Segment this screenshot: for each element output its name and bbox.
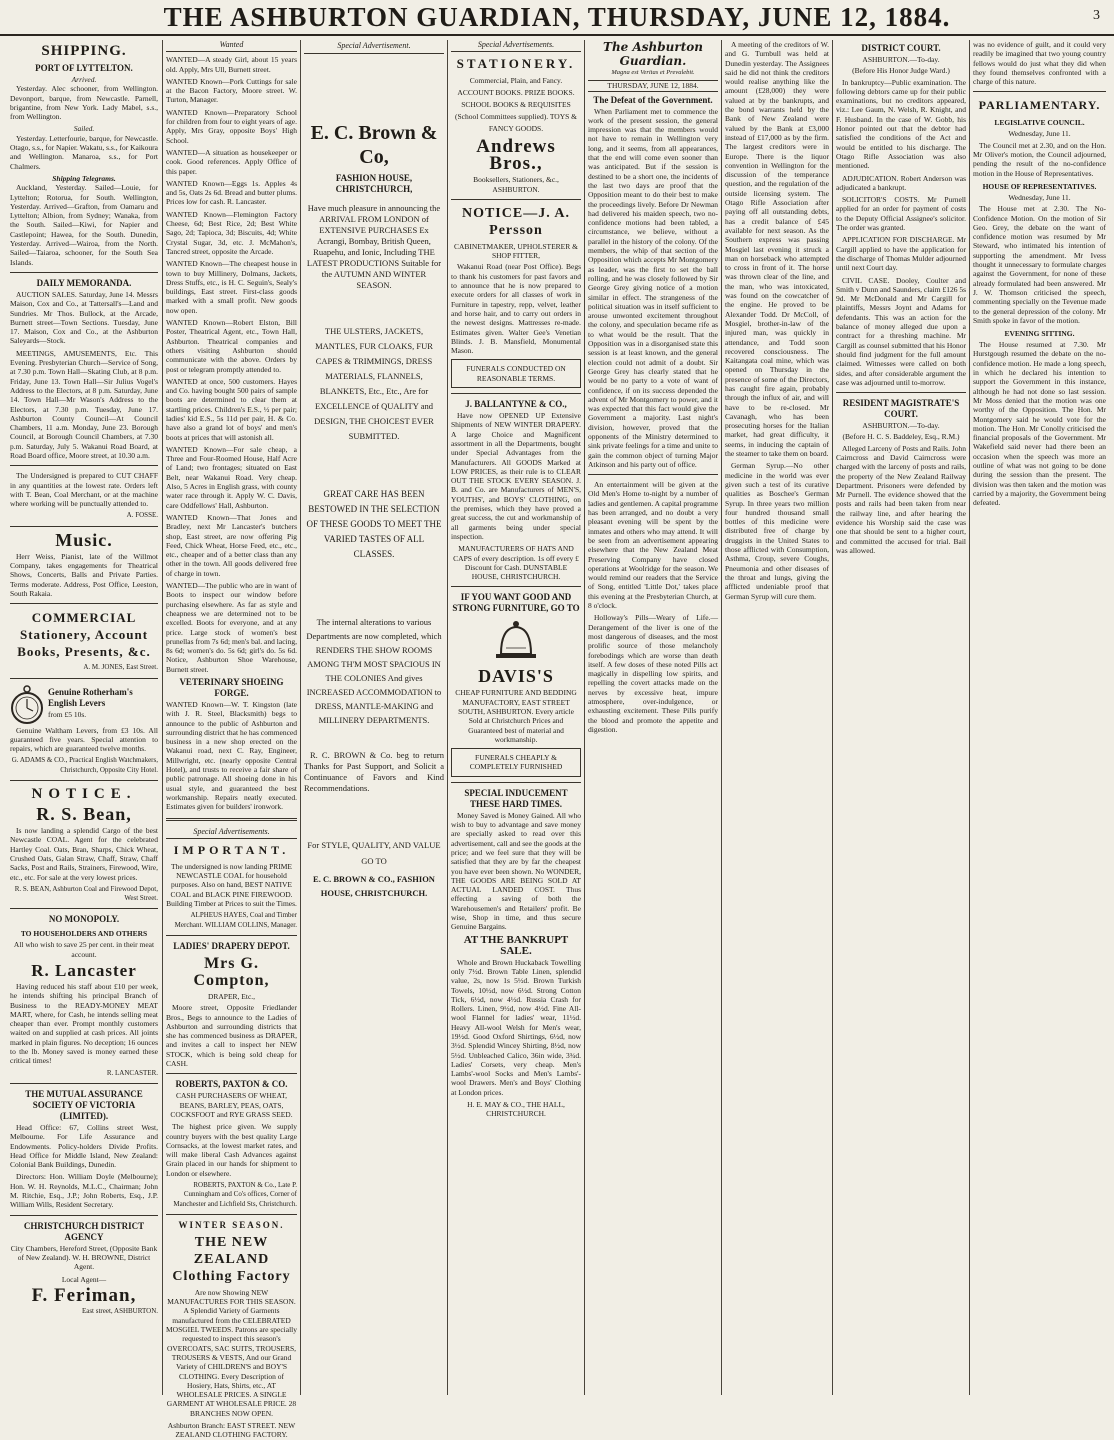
column-2 [166,40,298,1440]
column-5 [588,40,718,1395]
stationery-heading: STATIONERY. [456,56,576,72]
feriman-signature: East street, ASHBURTON. [81,1306,158,1315]
column-rule [162,40,163,1395]
shipping-heading: SHIPPING. [41,43,127,59]
roberts-body: The highest price given. We supply country buyers with the best quality Large Cornsacks, at the lowest market rates, and will make liberal Cash Advances against Grain placed in our hands for shipment to London or elsewhere. [166,1122,297,1178]
german-syrup-ad: German Syrup.—No other medicine in the world was ever given such a test of its curative qualities as Boschee's German Syrup. In three years two million four hundred thousand small bottles of this medicine were distributed free of charge by druggists in the United States to those afflicted with Consumption, Asthma, Croup, severe Coughs, Pneumonia and other diseases of the throat and lungs, giving the afflicted undeniable proof that German Syrup will cure them. [725,461,829,601]
compton-heading: Mrs G. Compton, [193,954,270,989]
watch-ad [10,684,158,726]
rm-court-sub: ASHBURTON.—To-day. [862,421,940,431]
ballantyne-heading: J. BALLANTYNE & CO., [465,399,567,410]
column-rule [832,40,833,1395]
column-rule [300,40,301,1395]
renders-text: The internal alterations to various Departments are now completed, which RENDERS THE SHOW ROOMS AMONG TH'M MOST SPACIOUS IN THE COLONIES And gives INCREASED ACCOMMODATION to DRESS, MANTLE-MAKING and MILLINERY DEPARTMENTS. [306,617,442,725]
nzcf-heading: THE NEW ZEALAND Clothing Factory [172,1234,291,1284]
column-rule [721,40,722,1395]
notice-heading: NOTICE. [31,786,137,803]
chaff-signature: A. FOSSE. [126,511,158,520]
care-text: GREAT CARE HAS BEEN BESTOWED IN THE SELECTION OF THESE GOODS TO MEET THE VARIED TASTES OF ALL CLASSES. [306,489,442,559]
column-6 [725,40,829,1395]
bankrupt-heading: AT THE BANKRUPT SALE. [463,933,569,957]
column-rule [969,40,970,1395]
column-1 [10,40,158,1395]
house-body: The House met at 2.30. The No-Confidence Motion. On the motion of Sir Geo. Grey, the debate on the want of confidence motion was resumed by Mr Steward, who intimated his intention of supporting the amendment. Mr Ivess thought it unnecessary to formulate charges against the Government, for none of these already formulated had been answered. Mr J. W. Thomson criticised the speech, commenting specially on the Tevenue made to the general depression of the colony. Mr Smith spoke in favor of the motion. [973,204,1106,325]
special-inducement-heading: SPECIAL INDUCEMENT THESE HARD TIMES. [464,787,568,809]
rm-court-before: (Before H. C. S. Baddeley, Esq., R.M.) [842,432,960,442]
wanted-ad: WANTED Known—Eggs 1s. Apples 4s and 5s, Oats 2s 6d. Bread and butter plums. Prices low for cash. R. Lancaster. [166,178,297,207]
local-news: An entertainment will be given at the Old Men's Home to-night by a number of ladies and gentlemen. A capital programme has been arranged, and no doubt a very pleasant evening will be spent by the inmates and others who may attend. It will be seen from an advertisement appearing elsewhere that the New Zealand Meat Preserving Company have closed operations at Woolridge for the season. We would remind our readers that the Service of Song, entitled 'Little Dot,' takes place this evening at the Presbyterian Church, at 8 o'clock. [588,480,718,611]
nzcf-signature: Ashburton Branch: EAST STREET. NEW ZEALAND CLOTHING FACTORY. [167,1421,296,1440]
agency-body: City Chambers, Hereford Street, (Opposite Bank of New Zealand). W. H. BROWNE, District Agent. [10,1243,158,1272]
memoranda-heading: DAILY MEMORANDA. [36,277,132,288]
column-4 [451,40,581,1395]
column-7 [836,40,966,1395]
mutual-directors: Directors: Hon. William Doyle (Melbourne); Hon. W. H. Reynolds, M.L.C., Chairman; John M. Ritchie, Esq., J.P.; John Roberts, Esq., J.P. William Wills, Resident Secretary. [10,1172,158,1210]
wanted-ad: WANTED at once, 500 customers. Hayes and Co. having bought 500 pairs of sample boots are determined to clear them at startling prices. Children's E.S., ½ per pair; ladies' kid E.S., 5s 11d per pair, H. & Co. have also a grand lot of boys' and men's boots at prices that will astonish all. [166,376,297,442]
wanted-column-heading: Wanted [166,40,297,52]
arrived-body: Yesterday. Alec schooner, from Wellington. Devonport, barque, from Newcastle. Parnell, brigantine, from New York. Lady Mabel, s.s., from Wellington. [10,84,158,122]
issue-date: THURSDAY, JUNE 12, 1884. [588,80,718,91]
meetings: MEETINGS, AMUSEMENTS, Etc. This Evening. Presbyterian Church—Service of Song, at 7.30 p.m. Town Hall—Skating Club, at 8 p.m. Friday, June 13. Town Hall—Sir Julius Vogel's Address to the Electors, at 8 p.m. Saturday, June 14. Town Hall—Mr Wason's Address to the Electors, at 7.30 p.m. Tuesday, June 17. Ashburton County Council—At Council Chambers, 11 a.m. Monday, June 23. Borough Council, at Borough Council Chambers, at 7.30 p.m. Saturday, July 5. Wakanui Road Board, at Road Board office, Moore street, at 10.30 a.m. [10,348,158,460]
telegrams-heading: Shipping Telegrams. [52,173,116,183]
persson-body: Wakanui Road (near Post Office). Begs to thank his customers for past favors and to announce that he is now prepared to execute orders for all classes of work in Furniture in tapestry, repp, velvet, leather and horse hair, and to carry out orders in the newest designs. Mattresses re-made. Estimates given. Walter Gee's Venetian Blinds. J. B. Mansfield, Monumental Mason. [451,262,581,356]
lancaster-signature: R. LANCASTER. [106,1068,158,1077]
court-body: In bankruptcy—Public examination. The following debtors came up for their public examinations, but no creditors appeared, viz.: Lee Gaum, N. Welsh, R. Knight, and F. Husband. In the case of W. Gobb, his Honor pointed out that the debtor had satisfied the conditions of the Act and would be entitled to his discharge. The Otago Rifle Association was also mentioned. [836,77,966,171]
monopoly-heading: NO MONOPOLY. [48,914,120,925]
evening-sitting-heading: EVENING SITTING. [1004,329,1075,339]
pocket-watch-icon [10,684,44,726]
parliamentary-heading: PARLIAMENTARY. [978,98,1101,113]
bean-body: Is now landing a splendid Cargo of the best Newcastle COAL. Agent for the celebrated Hartley Coal. Oats, Bran, Sharps, Chick Wheat, Crushed Oats, Galan Straw, Chaff, Straw, Chaff Sacks, Post and Rails, Strainers, Firewood, Wire, etc., etc. For sale at the very lowest prices. [10,826,158,882]
column-rule [584,40,585,1395]
music-body: Herr Weiss, Pianist, late of the Willmot Company, takes engagements for Theatrical Shows, Concerts, Balls and Private Parties. Terms moderate. Address, Post Office, Leeston, South Rakaia. [10,551,158,598]
wanted-ad: WANTED—The public who are in want of Boots to inspect our window before purchasing elsewhere. As far as style and cheapness we are determined not to be excelled. Boots for everyone, and at any price. Large stock of women's best prunellas from 7s 6d; men's bal. and lacing, 8s 6d; women's do. 5s 6d; girl's do. 5s 6d. Notice, Ashburton Shoe Warehouse, Burnett street. [166,581,297,674]
ballantyne-body: Have now OPENED UP Extensive Shipments of NEW WINTER DRAPERY. A large Choice and Magnificent assortment in all the Departments, bought under Special Advantages from the Manufacturers. All GOODS Marked at LOW PRICES, as their rule is to CLEAR OUT THE STOCK EVERY SEASON. J. B. and Co. are Manufacturers of MEN'S, YOUTHS', and BOYS' CLOTHING, on the premises, which they have proved a great success, the cut and workmanship of all garments being under special inspection. [451,411,581,541]
auction-sales: AUCTION SALES. Saturday, June 14. Messrs Maison, Cox and Co., at Tattersall's—Land and Sundries. Mr Thos. Bullock, at the Arcade, Burnett street—Town Sections. Tuesday, June 17. Maison, Cox and Co., at the Ashburton Saleyards—Stock. [10,289,158,346]
watch-body: Genuine Waltham Levers, from £3 10s. All guaranteed five years. Special attention to repairs, which are guaranteed twelve months. [10,725,158,754]
columns [10,40,1107,1440]
andrews-sub: Booksellers, Stationers, &c., ASHBURTON. [473,175,559,194]
council-body: The Council met at 2.30, and on the Hon. Mr Oliver's motion, the Council adjourned, pending the result of the no-confidence motion in the House of Representatives. [973,140,1106,178]
nzcf-body: Are now Showing NEW MANUFACTURES FOR THIS SEASON. A Splendid Variety of Garments manufactured from the CELEBRATED MOSGIEL TWEEDS. Patrons are specially requested to inspect this season's OVERCOATS, SAC SUITS, TROUSERS, TROUSERS & VESTS, And our Grand Variety of CHILDREN'S and BOY'S CLOTHING. Every Description of Hosiery, Hats, Shirts, etc., AT WHOLESALE PRICES. A SINGLE GARMENT AT WHOLESALE PRICE. 28 BRANCHES NOW OPEN. [166,1287,298,1418]
music-heading: Music. [55,529,113,550]
civil-case: CIVIL CASE. Dooley, Coulter and Smith v Dunn and Saunders, claim £126 5s 9d. Mr McDonald and Mr Cargill for plaintiffs, Messrs Joynt and Adams for defendants. This was an action for the balance of money alleged due upon a contract for a threshing machine. Mr Cargill as counsel submitted that his Honor should find judgment for the full amount claimed. Witnesses were called on both sides, and after considerable argument the case was adjourned until to-morrow. [836,275,966,387]
sailed-label: Sailed. [73,124,95,134]
wanted-ad: WANTED—A situation as housekeeper or cook. Good references. Apply Office of this paper. [166,147,297,176]
court-sub: ASHBURTON.—To-day. [862,55,940,64]
wanted-ad: WANTED Known—Flemington Factory Cheese, 6d; Best Rice, 2d; Best White Sago, 2d; Tapioca, 3d; Biscuits, 4d; White Crystal Sugar, 3d, etc. J. McMahon's, Tancred street, opposite the Arcade. [166,209,297,256]
wanted-ad: WANTED—A steady Girl, about 15 years old. Apply, Mrs Ull, Burnett street. [166,55,297,74]
roberts-signature: ROBERTS, PAXTON & Co., Late P. Cunningham and Co's offices, Corner of Manchester and Lichfield Sts, Christchurch. [173,1180,297,1208]
important-signature: ALPHEUS HAYES, Coal and Timber Merchant. WILLIAM COLLINS, Manager. [174,911,297,929]
port-heading: PORT OF LYTTELTON. [35,63,133,73]
monopoly-body: All who wish to save 25 per cent. in their meat account. [13,940,155,959]
agency-heading: CHRISTCHURCH DISTRICT AGENCY [23,1220,145,1242]
special-advertisements-heading: Special Advertisements. [451,40,581,52]
column-3 [304,40,444,1395]
solicitor-costs: SOLICITOR'S COSTS. Mr Purnell applied for an order for payment of costs to the Deputy Official Assignee's solicitor. The order was granted. [836,195,966,233]
important-heading: IMPORTANT. [173,842,290,857]
dinner-bell-icon [491,618,541,664]
davis-funerals-box: FUNERALS CHEAPLY & COMPLETELY FURNISHED [451,748,581,777]
masthead [0,0,1114,36]
page-number: 3 [1093,8,1100,23]
mutual-heading: THE MUTUAL ASSURANCE SOCIETY OF VICTORIA (LIMITED). [25,1088,143,1121]
davis-body: CHEAP FURNITURE AND BEDDING MANUFACTORY, EAST STREET SOUTH, ASHBURTON. Every article Sold at Christchurch Prices and Guaranteed best of material and workmanship. [455,688,577,744]
bean-heading: R. S. Bean, [36,804,132,825]
style-text: For STYLE, QUALITY, AND VALUE GO TO [307,840,441,866]
thanks-text: R. C. BROWN & Co. beg to return Thanks for Past Support, and Solicit a Continuance of Favors and Kind Recommendations. [304,750,444,793]
leader-body: When Parliament met to commence the work of the present session, the general impression was that the members would not have to remain in Wellington very long, and it seems, from all appearances, that the end will come even sooner than was anticipated. But if the session is destined to be a short one, the incidents of the last two days are proof that the Opposition meant to do their best to make the proceedings lively. Before Dr Newman had delivered his maiden speech, two no-confidence motions had been tabled, a circumstance, we believe, without a parallel in the history of the colony. Of the members, the whip of that section of the Opposition which accepts Mr Montgomery as leader, was the first to set the ball rolling, and he was closely followed by Sir George Grey giving notice of a motion similar in effect. The strangeness of the political situation was in itself sufficient to arouse unwonted excitement throughout the colony, and speculation became rife as to what would be the result. That the Opposition was in a disorganised state this session is at least known, and the general election could not admit of a doubt. Sir George Grey has clearly stated that he would be no party to a vote of want of confidence, if on its success depended the advent of Mr Montgomery to power, and it was expected that this fact would give the Government a majority. Last night's division, however, proved that the opponents of the Ministry determined to sink private feelings for a time and unite to gain the common object of turning Major Atkinson and his party out of office. [588,106,718,469]
wanted-ad: WANTED Known—Pork Cuttings for sale at the Bacon Factory, Moore street. W. Turton, Manager. [166,76,297,105]
persson-sub: CABINETMAKER, UPHOLSTERER & SHOP FITTER, [454,241,578,261]
sailed-body: Yesterday. Letterfourie, barque, for Newcastle. Otago, s.s., for Napier. Wakatu, s.s., for Kaikoura and Wellington. Manaroa, s.s., for Port Chalmers. [10,133,158,171]
winter-heading: WINTER SEASON. [178,1219,285,1230]
column-rule [447,40,448,1395]
funerals-box: FUNERALS CONDUCTED ON REASONABLE TERMS. [451,359,581,388]
column-8 [973,40,1106,1395]
court-before: (Before His Honor Judge Ward.) [852,66,950,76]
house-heading: HOUSE OF REPRESENTATIVES. [982,181,1097,191]
motto: Magna est Veritas et Prevalebit. [611,69,695,76]
davis-heading: DAVIS'S [478,666,554,687]
wanted-ad: WANTED Known—For sale cheap, a Three and Four-Roomed House, Half Acre of Land; two frontages; situated on East Belt, near Wakanui Road. Very cheap. Also, 5 Acres in English grass, with county water race through it. Apply W. C. Davis, care Oddfellows' Hall, Ashburton. [166,444,297,510]
important-body: The undersigned is now landing PRIME NEWCASTLE COAL for household purposes. Also on hand, BEST NATIVE COAL and BLACK PINE FIREWOOD. Building Timber at Prices to suit the Times. [166,861,297,909]
may-signature: H. E. MAY & CO., THE HALL, CHRISTCHURCH. [467,1100,565,1119]
style-signature: E. C. BROWN & CO., FASHION HOUSE, CHRISTCHURCH. [313,874,435,898]
mutual-body: Head Office: 67, Collins street West, Melbourne. For Life Assurance and Endowments. Policy-holders Divide Profits. Head Office for Middle Island, New Zealand: Colonial Bank Buildings, Dunedin. [10,1122,158,1170]
holloway-ad: Holloway's Pills—Weary of Life.—Derangement of the liver is one of the most dangerous of diseases, and the most prolific source of those melancholy forebodings which are worse than death itself. A few doses of these noted Pills act magically in dispelling low spirits, and repelling the covert attacks made on the nerves by excessive heat, impure atmosphere, over-indulgence, or exhausting excitement. These Pills purify the blood and promote the appetite and digestion. [588,613,718,734]
stationery-signature: A. M. JONES, East Street. [83,663,158,672]
page-title: THE ASHBURTON GUARDIAN, THURSDAY, JUNE 12, 1884. [163,2,951,32]
discharge-application: APPLICATION FOR DISCHARGE. Mr Cargill applied to have the application for the discharge of Thomas Mulder adjourned until next Court day. [836,235,966,273]
court-heading: DISTRICT COURT. [861,43,941,53]
persson-heading: NOTICE—J. A. Persson [461,205,571,238]
roberts-list: CASH PURCHASERS OF WHEAT, BEANS, BARLEY, PEAS, OATS, COCKSFOOT and RYE GRASS SEED. [170,1091,293,1119]
wanted-ad: WANTED Known—Robert Elston, Bill Poster, Theatrical Agent, etc., Town Hall, Ashburton. Theatrical companies and others visiting Ashburton should communicate with the above. Orders by post or telegram promptly attended to. [166,318,297,374]
stationery-body: Commercial, Plain, and Fancy. ACCOUNT BOOKS. PRIZE BOOKS. SCHOOL BOOKS & REQUISITES (School Committees supplied). TOYS & FANCY GOODS. [454,76,577,134]
arrived-label: Arrived. [71,75,97,84]
hats-text: MANUFACTURERS OF HATS AND CAPS of every description. 1s off every £ Discount for Cash. DUNSTABLE HOUSE, CHRISTCHURCH. [453,544,579,582]
brown-sub: FASHION HOUSE, CHRISTCHURCH, [335,173,413,194]
watch-signature: G. ADAMS & CO., Practical English Watchmakers, Christchurch, Opposite City Hotel. [11,756,158,774]
telegrams-body: Auckland, Yesterday. Sailed—Louie, for Lyttelton; Rotorua, for South. Wellington, Yesterday. Arrived—Grafton, from Oamaru and Lyttelton; Albion, from Sydney; Wanaka, from the South. Sailed—Kiwi, for Napier and Castlepoint; Hawea, for the South. Dunedin, Yesterday. Arrived—Wairoa, from the North. Sailed—Taiaroa, schooner, for the South Sea Islands. [10,183,158,267]
rm-court-heading: RESIDENT MAGISTRATE'S COURT. [842,398,960,420]
brown-heading: E. C. Brown & Co, [310,122,438,168]
leader-heading: The Defeat of the Government. [593,94,713,105]
chaff-ad: The Undersigned is prepared to CUT CHAFF in any quantities at the lowest rate. Orders left with T. Bean, Coal Merchant, or at the machine where working will be punctually attended to. [10,471,158,509]
bean-signature: R. S. BEAN, Ashburton Coal and Firewood Depot, West Street. [14,884,158,903]
bankrupt-body: Whole and Brown Huckaback Towelling only 7½d. Brown Table Linen, splendid value, 2s, now 1s 5½d. Brown Turkish Towels, 10½d, now 6½d. Strong Cotton Tick, 6½d, now 4½d. Russia Crash for Rollers. Linen, 9½d, now 4½d. Fine All-wool Flannel for ladies' wear, 11½d. Heavy All-wool Welsh for Men's wear, 19½d. Good Oxford Shirtings, 6½d, now 3½d. Splendid Wincey Shirting, 8½d, now 5½d. Unbleached Calico, 36in wide, 3¾d. Ladies' Corsets, very cheap. Men's Lambs'-wool Socks and Men's Lambs'-wool Drawers. Men's and Boys' Clothing at London prices. [451,957,581,1097]
paper-title: The Ashburton Guardian. [603,40,703,68]
adjudication: ADJUDICATION. Robert Anderson was adjudicated a bankrupt. [836,173,966,192]
continued-text: was no evidence of guilt, and it could very readily be imagined that two young country fellows would do just what they did when they found themselves confronted with a charge of this nature. [973,40,1106,87]
furniture-heading: IF YOU WANT GOOD AND STRONG FURNITURE, GO TO [452,592,580,614]
news-paragraphs: A meeting of the creditors of W. and G. Turnbull was held at Dunedin yesterday. The Assignees said he did not think the creditors would realise anything like the amount (£28,000) they were valued at by the bankrupts, and the bond warrants held by the Bank of New Zealand were valued by the Bank at £3,000 instead of £17,000 as by the firm. The largest creditors were in Europe. There is the liquor convention in Wellington for the discussion of the temperance question, and the regulation of the outside licensing system. The Otago Rifle Association after paying off all outstanding debts, has a credit balance of £45 available for next season. As the Southern express was passing Mosgiel last evening it struck a man on horseback who attempted to cross in front of it. The horse was thrown clear of the line, and the man, who was intoxicated, was found on the cowcatcher of the engine. He proved to be Alexander Todd. Dr McColl, of Mosgiel, brother-in-law of the injured man, was quickly in attendance, and Todd soon recovered consciousness. The Kaitangata coal mine, which was opened on Thursday in the presence of some of the Directors, has caught fire again, probably through the influx of air, and will have to be re-closed. Mr Cavanagh, who has been prosecuting horses for the Italian market, had great difficulty, it seems, in inducing the captain of the steamer to take them on board. [725,40,829,459]
watch-price: from £5 10s. [48,709,87,719]
special-column-heading: Special Advertisements. [166,827,297,839]
lancaster-heading: R. Lancaster [31,961,137,980]
andrews-heading: Andrews Bros., [476,136,556,175]
drapery-heading: LADIES' DRAPERY DEPOT. [173,940,290,951]
brown-body: Have much pleasure in announcing the ARRIVAL FROM LONDON of EXTENSIVE PURCHASES Ex Acrangi, Bombay, British Queen, Ruapehu, and Ionic, Including THE LATEST PRODUCTIONS Suitable for the AUTUMN AND WINTER SEASON. [306,203,442,290]
lancaster-body: Having reduced his staff about £10 per week, he intends shifting his principal Branch of Business to the READY-MONEY MEAT MART, where, for Cash, he intends selling meat cheaper than ever. Prompt monthly customers waited on and supplied at cash prices. All joints marked in plain figures. No deception; 16 ounces to the lb. Money saved is money earned these critical times! [10,982,158,1066]
wanted-ad: WANTED Known—Preparatory School for children from four to eight years of age. Apply, Mrs Gray, opposite Boys' High School. [166,107,297,145]
wanted-ad: WANTED Known—The cheapest house in town to buy Millinery, Dolmans, Jackets, Dress Stuffs, etc., is H. C. Seguin's, Sealy's buildings, East street. First-class goods marked with a small profit. New goods now open. [166,259,297,315]
council-date: Wednesday, June 11. [1008,129,1071,139]
compton-sub: DRAPER, Etc., [207,991,256,1001]
ulsters-text: THE ULSTERS, JACKETS, MANTLES, FUR CLOAKS, FUR CAPES & TRIMMINGS, DRESS MATERIALS, FLANNELS, BLANKETS, Etc., Etc., Are for EXCELLENCE of QUALITY and DESIGN, THE CHOICEST EVER SUBMITTED. [314,326,434,441]
rm-court-body: Alleged Larceny of Posts and Rails. John Cairncross and David Cairncross were charged with the larceny of posts and rails, the property of the New Zealand Railway Department. Prisoners were defended by Mr Purnell. The evidence showed that the posts and rails had been taken from near the railway line, and after hearing the evidence his Worship said the case was one that should be sent to a higher court, and committed the accused for trial. Bail was allowed. [836,443,966,555]
special-inducement-body: Money Saved is Money Gained. All who wish to buy to advantage and save money are specially asked to read over this advertisement, call and see the goods at the price; and we feel sure that they will be satisfied that they are by far the cheapest you have ever been shown. No WONDER, THE GOODS ARE BEING SOLD AT ACTUAL LANDED COST. Thus effecting a saving of both the Warehousemen's and Retailers' profit. Be wise, Shop in time, and thus secure Genuine Bargains. [451,810,581,932]
monopoly-sub: TO HOUSEHOLDERS AND OTHERS [20,929,148,939]
roberts-heading: ROBERTS, PAXTON & CO. [175,1079,288,1090]
evening-sitting-body: The House resumed at 7.30. Mr Hurstgough resumed the debate on the no-confidence motion. He made a long speech, in which he declared his intention to support the Government in this instance, although he had not done so last session. Mr Moss denied that the motion was one worthy of the Opposition. The Hon. Mr Montgomery said he would vote for the motion. The Hon. Mr Conolly criticised the financial proposals of the Government. Mr Wakefield said never had there been an occasion when the speech was more an outline of what was not going to be done during the session than the present. The division was then taken and the motion was carried by a majority, the Government being defeated. [973,340,1107,508]
feriman-heading: F. Feriman, [31,1284,137,1306]
feriman-pre: Local Agent— [61,1274,107,1284]
special-advertisement-heading: Special Advertisement. [304,40,444,54]
compton-body: Moore street, Opposite Friedlander Bros., Begs to announce to the Ladies of Ashburton and surrounding districts that she has commenced business as DRAPER, and invites a call to inspect her NEW STOCK, which is being sold cheap for CASH. [166,1003,297,1069]
forge-heading: VETERINARY SHOEING FORGE. [179,677,284,698]
house-date: Wednesday, June 11. [1008,192,1071,202]
council-heading: LEGISLATIVE COUNCIL. [994,118,1085,128]
stationery-heading: COMMERCIAL Stationery, Account Books, Presents, &c. [17,610,151,660]
wanted-ad: WANTED Known—That Jones and Bradley, next Mr Lancaster's butchers shop, East street, are now offering Pig Feed, Chick Wheat, Horse Feed, etc., etc., etc., cheaper and of a better class than any other in the town. All goods delivered free of charge in town. [166,512,297,578]
watch-heading: Genuine Rotherham's English Levers [48,686,133,708]
forge-body: WANTED Known—W. T. Kingston (late with J. R. Steel, Blacksmith) begs to announce to the public of Ashburton and surrounding district that he has commenced business in a new shop erected on the Wakanui road, next C. Ray, Engineer, Millwright, etc. (nearly opposite Central Hotel), and trusts to receive a fair share of public patronage. All shoeing done in his usual style, and guaranteed the best workmanship. Repairs neatly executed. Estimates given for builders' ironwork. [166,700,298,812]
